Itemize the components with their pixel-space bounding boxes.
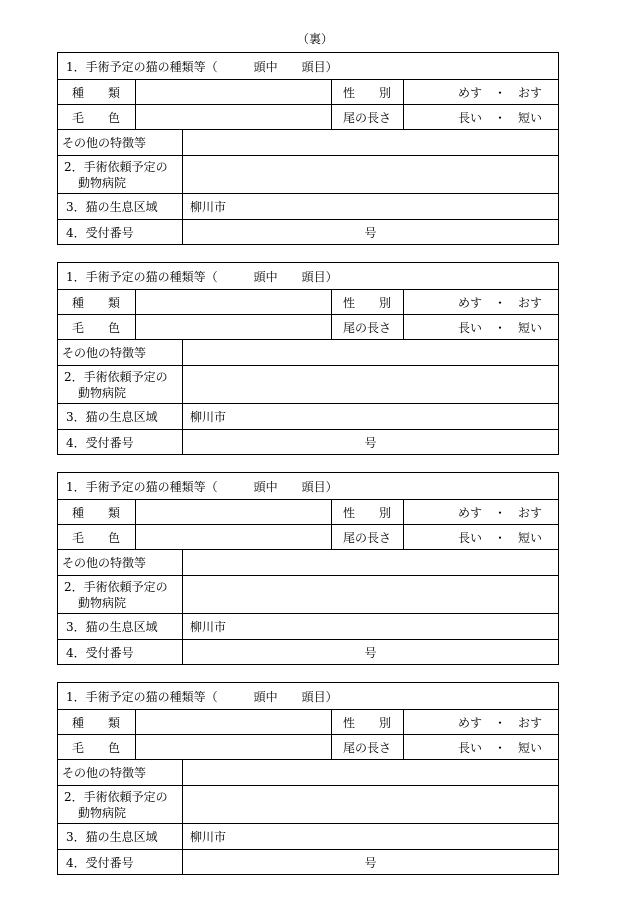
hospital-label-line2: 動物病院	[78, 806, 127, 820]
hospital-label-line1: 2．手術依頼予定の	[64, 790, 168, 804]
area-value[interactable]: 柳川市	[190, 410, 227, 424]
hospital-label-line1: 2．手術依頼予定の	[64, 370, 168, 384]
tail-options[interactable]: 長い ・ 短い	[457, 320, 542, 335]
sex-label: 性 別	[343, 85, 392, 100]
kind-sex-row	[58, 709, 558, 734]
area-row	[58, 823, 558, 849]
tail-options[interactable]: 長い ・ 短い	[457, 740, 542, 755]
cat-info-block	[57, 52, 559, 245]
hospital-field[interactable]	[183, 576, 558, 613]
color-label: 毛 色	[72, 530, 121, 545]
area-row	[58, 403, 558, 429]
kind-field[interactable]	[136, 290, 331, 314]
hospital-row	[58, 365, 558, 403]
hospital-label-line2: 動物病院	[78, 596, 127, 610]
hospital-row	[58, 155, 558, 193]
other-features-field[interactable]	[183, 130, 558, 155]
hospital-field[interactable]	[183, 786, 558, 823]
kind-sex-row	[58, 79, 558, 104]
color-field[interactable]	[136, 315, 331, 339]
title-row	[58, 473, 558, 499]
other-features-field[interactable]	[183, 760, 558, 785]
color-field[interactable]	[136, 735, 331, 759]
block-title: 1．手術予定の猫の種類等（ 頭中 頭目）	[66, 479, 338, 494]
area-value[interactable]: 柳川市	[190, 200, 227, 214]
hospital-row	[58, 785, 558, 823]
hospital-field[interactable]	[183, 366, 558, 403]
tail-label: 尾の長さ	[343, 530, 392, 545]
cat-info-block	[57, 472, 559, 665]
other-features-field[interactable]	[183, 550, 558, 575]
other-features-label: その他の特徴等	[62, 766, 147, 780]
cat-info-block	[57, 262, 559, 455]
reception-label: 4．受付番号	[66, 855, 134, 870]
reception-number[interactable]: 号	[364, 225, 377, 240]
block-title: 1．手術予定の猫の種類等（ 頭中 頭目）	[66, 269, 338, 284]
color-tail-row	[58, 734, 558, 759]
kind-label: 種 類	[72, 85, 121, 100]
tail-options[interactable]: 長い ・ 短い	[457, 530, 542, 545]
other-features-row	[58, 339, 558, 365]
reception-row	[58, 429, 558, 454]
hospital-label-line1: 2．手術依頼予定の	[64, 160, 168, 174]
page-side-label: （裏）	[296, 32, 333, 46]
title-row	[58, 683, 558, 709]
other-features-field[interactable]	[183, 340, 558, 365]
kind-label: 種 類	[72, 715, 121, 730]
sex-options[interactable]: めす ・ おす	[457, 85, 542, 100]
area-label: 3．猫の生息区域	[66, 410, 158, 424]
area-label: 3．猫の生息区域	[66, 620, 158, 634]
hospital-label	[64, 156, 168, 193]
tail-options[interactable]: 長い ・ 短い	[457, 110, 542, 125]
kind-sex-row	[58, 289, 558, 314]
color-label: 毛 色	[72, 320, 121, 335]
area-label: 3．猫の生息区域	[66, 830, 158, 844]
kind-field[interactable]	[136, 710, 331, 734]
kind-label: 種 類	[72, 295, 121, 310]
block-title: 1．手術予定の猫の種類等（ 頭中 頭目）	[66, 689, 338, 704]
other-features-row	[58, 759, 558, 785]
sex-label: 性 別	[343, 505, 392, 520]
tail-label: 尾の長さ	[343, 740, 392, 755]
area-row	[58, 613, 558, 639]
sex-options[interactable]: めす ・ おす	[457, 715, 542, 730]
hospital-label-line2: 動物病院	[78, 386, 127, 400]
color-tail-row	[58, 314, 558, 339]
other-features-label: その他の特徴等	[62, 346, 147, 360]
reception-label: 4．受付番号	[66, 645, 134, 660]
reception-row	[58, 849, 558, 874]
color-label: 毛 色	[72, 110, 121, 125]
hospital-label-line2: 動物病院	[78, 176, 127, 190]
area-value[interactable]: 柳川市	[190, 830, 227, 844]
sex-label: 性 別	[343, 715, 392, 730]
color-tail-row	[58, 104, 558, 129]
color-tail-row	[58, 524, 558, 549]
kind-field[interactable]	[136, 500, 331, 524]
sex-options[interactable]: めす ・ おす	[457, 295, 542, 310]
hospital-label	[64, 786, 168, 823]
other-features-label: その他の特徴等	[62, 556, 147, 570]
sex-options[interactable]: めす ・ おす	[457, 505, 542, 520]
tail-label: 尾の長さ	[343, 320, 392, 335]
hospital-row	[58, 575, 558, 613]
color-field[interactable]	[136, 525, 331, 549]
kind-sex-row	[58, 499, 558, 524]
reception-number[interactable]: 号	[364, 435, 377, 450]
reception-number[interactable]: 号	[364, 855, 377, 870]
title-row	[58, 263, 558, 289]
color-field[interactable]	[136, 105, 331, 129]
other-features-label: その他の特徴等	[62, 136, 147, 150]
tail-label: 尾の長さ	[343, 110, 392, 125]
title-row	[58, 53, 558, 79]
kind-label: 種 類	[72, 505, 121, 520]
area-value[interactable]: 柳川市	[190, 620, 227, 634]
hospital-label-line1: 2．手術依頼予定の	[64, 580, 168, 594]
block-title: 1．手術予定の猫の種類等（ 頭中 頭目）	[66, 59, 338, 74]
kind-field[interactable]	[136, 80, 331, 104]
reception-label: 4．受付番号	[66, 225, 134, 240]
reception-row	[58, 639, 558, 664]
sex-label: 性 別	[343, 295, 392, 310]
other-features-row	[58, 549, 558, 575]
cat-info-block	[57, 682, 559, 875]
area-row	[58, 193, 558, 219]
other-features-row	[58, 129, 558, 155]
color-label: 毛 色	[72, 740, 121, 755]
reception-row	[58, 219, 558, 244]
area-label: 3．猫の生息区域	[66, 200, 158, 214]
hospital-label	[64, 366, 168, 403]
hospital-field[interactable]	[183, 156, 558, 193]
reception-label: 4．受付番号	[66, 435, 134, 450]
hospital-label	[64, 576, 168, 613]
reception-number[interactable]: 号	[364, 645, 377, 660]
